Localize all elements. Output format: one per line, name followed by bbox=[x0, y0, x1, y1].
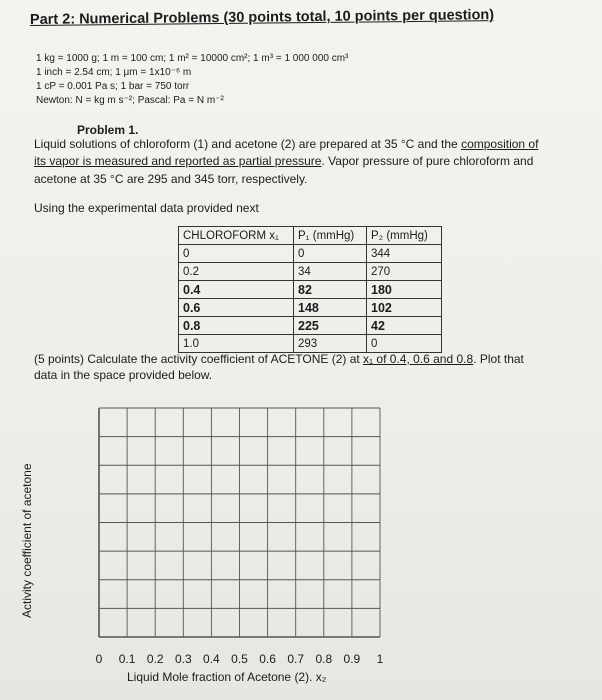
table-cell: 82 bbox=[294, 281, 367, 299]
table-cell: 225 bbox=[294, 317, 367, 335]
table-row bbox=[179, 245, 442, 263]
table-cell: 0 bbox=[294, 245, 367, 263]
table-cell: 148 bbox=[294, 299, 367, 317]
table-cell: 42 bbox=[367, 317, 442, 335]
problem-text-line: acetone at 35 °C are 295 and 345 torr, respectively. bbox=[34, 172, 308, 186]
table-cell: 0.8 bbox=[179, 317, 294, 335]
table-header: CHLOROFORM x₁ bbox=[179, 227, 294, 245]
table-row bbox=[179, 317, 442, 335]
x-tick-label: 0.1 bbox=[118, 652, 136, 666]
blank-plot-grid[interactable] bbox=[90, 400, 400, 640]
x-axis-label: Liquid Mole fraction of Acetone (2). x₂ bbox=[127, 670, 327, 684]
table-cell: 1.0 bbox=[179, 335, 294, 353]
question-text-underlined: x₁ of 0.4, 0.6 and 0.8 bbox=[363, 352, 474, 366]
unit-constants-line: 1 cP = 0.001 Pa s; 1 bar = 750 torr bbox=[36, 81, 190, 92]
question-text: . Plot that bbox=[473, 352, 524, 366]
problem-heading: Problem 1. bbox=[77, 123, 139, 137]
table-cell: 180 bbox=[367, 281, 442, 299]
table-cell: 34 bbox=[294, 263, 367, 281]
x-tick-label: 0.9 bbox=[343, 652, 361, 666]
table-row bbox=[179, 263, 442, 281]
x-tick-label: 0 bbox=[95, 652, 103, 666]
unit-constants-line: 1 inch = 2.54 cm; 1 μm = 1x10⁻⁶ m bbox=[36, 67, 192, 78]
problem-text-underlined: composition of bbox=[461, 137, 539, 151]
part-title: Part 2: Numerical Problems (30 points total, 10 points per question) bbox=[29, 7, 495, 28]
table-cell: 0 bbox=[367, 335, 442, 353]
table-cell: 344 bbox=[367, 245, 442, 263]
problem-text-line bbox=[34, 154, 533, 168]
table-cell: 0.4 bbox=[179, 281, 294, 299]
x-tick-label: 1 bbox=[376, 652, 384, 666]
table-cell: 0.2 bbox=[179, 263, 294, 281]
unit-constants-line: 1 kg = 1000 g; 1 m = 100 cm; 1 m² = 10000 cm²; 1 m³ = 1 000 000 cm³ bbox=[36, 53, 349, 64]
table-header: P₁ (mmHg) bbox=[294, 227, 367, 245]
question-text: (5 points) Calculate the activity coefficient of ACETONE (2) at bbox=[34, 352, 364, 366]
unit-constants-line: Newton: N = kg m s⁻²; Pascal: Pa = N m⁻² bbox=[36, 95, 224, 106]
x-tick-label: 0.5 bbox=[231, 652, 248, 666]
x-tick-label: 0.3 bbox=[174, 652, 192, 666]
x-tick-label: 0.2 bbox=[146, 652, 164, 666]
table-cell: 0 bbox=[179, 245, 294, 263]
table-row bbox=[179, 281, 442, 299]
table-header: P₂ (mmHg) bbox=[367, 227, 442, 245]
problem-text: Liquid solutions of chloroform (1) and acetone (2) are prepared at 35 °C and the bbox=[34, 137, 462, 151]
table-cell: 0.6 bbox=[179, 299, 294, 317]
x-tick-label: 0.8 bbox=[315, 652, 333, 666]
problem-text-underlined: its vapor is measured and reported as partial pressure bbox=[34, 154, 322, 168]
table-row bbox=[179, 335, 442, 353]
data-intro-text: Using the experimental data provided next bbox=[34, 201, 259, 215]
table-cell: 102 bbox=[367, 299, 442, 317]
table-cell: 293 bbox=[294, 335, 367, 353]
x-tick-label: 0.4 bbox=[203, 652, 220, 666]
table-row bbox=[179, 299, 442, 317]
experimental-data-table bbox=[178, 226, 442, 353]
x-tick-label: 0.7 bbox=[287, 652, 305, 666]
problem-text: . Vapor pressure of pure chloroform and bbox=[321, 154, 534, 168]
y-axis-label: Activity coefficient of acetone bbox=[20, 463, 34, 618]
x-tick-label: 0.6 bbox=[259, 652, 276, 666]
table-header-row bbox=[179, 227, 442, 245]
question-text-line bbox=[34, 352, 524, 366]
problem-text-line bbox=[34, 137, 538, 151]
table-cell: 270 bbox=[367, 263, 442, 281]
question-text-line: data in the space provided below. bbox=[34, 368, 213, 382]
